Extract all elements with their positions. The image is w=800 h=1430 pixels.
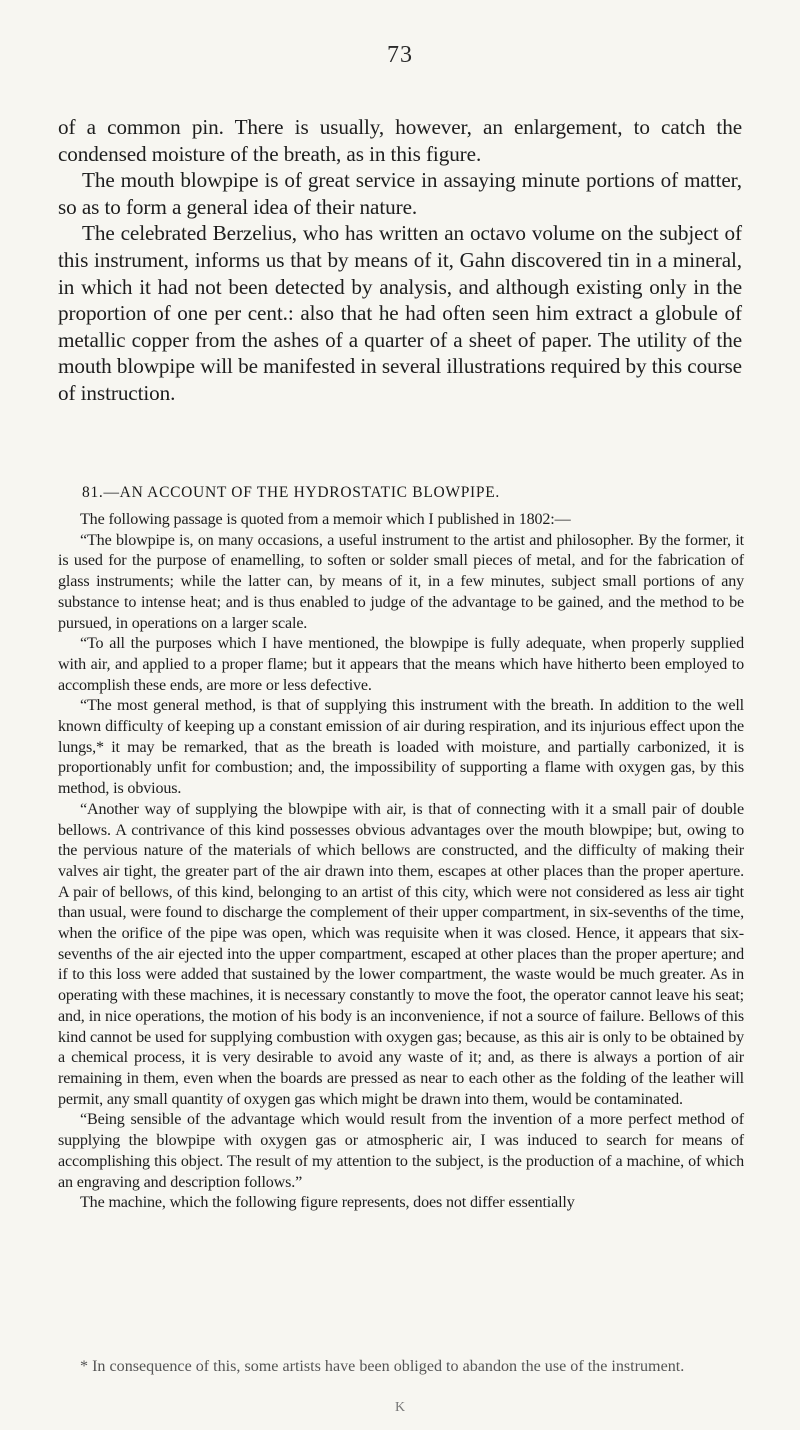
signature-mark: K [394, 1400, 406, 1415]
footnote [58, 1357, 744, 1378]
closing-paragraph: The machine, which the following figure represents, does not differ essentially [80, 1194, 575, 1212]
section-body [58, 510, 744, 1214]
paragraph-mouth-blowpipe: The mouth blowpipe is of great service in assaying minute portions of matter, so as to form a general idea of their nature. [58, 168, 742, 219]
quote-intro: The following passage is quoted from a memoir which I published in 1802:— [80, 511, 571, 528]
quote-paragraph-3: “The most general method, is that of supplying this instrument with the breath. In addition to the well known difficulty of keeping up a constant emission of air during respiration, and its injurious effect upon the lungs,* it may be remarked, that as the breath is loaded with moisture, and partially carbonized, it is proportionably unfit for combustion; and, the impossibility of supporting a flame with oxygen gas, by this method, is obvious. [58, 697, 744, 798]
quote-paragraph-4: “Another way of supplying the blowpipe with air, is that of connecting with it a small pair of double bellows. A contrivance of this kind possesses obvious advantages over the mouth blowpipe; but, owing to the pervious nature of the materials of which bellows are constructed, and the difficulty of making their valves air tight, the greater part of the air drawn into them, escapes at other places than the proper aperture. A pair of bellows, of this kind, belonging to an artist of this city, which were not considered as less air tight than usual, were found to discharge the complement of their upper compartment, in six-sevenths of the time, when the orifice of the pipe was open, which was requisite when it was closed. Hence, it appears that six-sevenths of the air ejected into the upper compartment, escaped at other places than the proper aperture; and if to this loss were added that sustained by the lower compartment, the waste would be much greater. As in operating with these machines, it is necessary constantly to move the foot, the operator cannot leave his seat; and, in nice operations, the motion of his body is an inconvenience, if not a source of failure. Bellows of this kind cannot be used for supplying combustion with oxygen gas; because, as this air is only to be obtained by a chemical process, it is very desirable to avoid any waste of it; and, as there is always a portion of air remaining in them, even when the boards are pressed as near to each other as the folding of the leather will permit, any small quantity of oxygen gas which might be drawn into them, would be contaminated. [58, 800, 744, 1108]
paragraph-berzelius: The celebrated Berzelius, who has written an octavo volume on the subject of this instrument, informs us that by means of it, Gahn discovered tin in a mineral, in which it had not been detected by analysis, and although existing only in the proportion of one per cent.: also that he had often seen him extract a globule of metallic copper from the ashes of a quarter of a sheet of paper. The utility of the mouth blowpipe will be manifested in several illustrations required by this course of instruction. [58, 221, 742, 405]
quote-paragraph-1: “The blowpipe is, on many occasions, a useful instrument to the artist and philosopher. By the former, it is used for the purpose of enamelling, to soften or solder small pieces of metal, and for the fabrication of glass instruments; while the latter can, by means of it, in a few minutes, subject small portions of any substance to intense heat; and is thus enabled to judge of the advantage to be gained, and the method to be pursued, in operations on a larger scale. [58, 531, 744, 632]
page-number: 73 [387, 42, 413, 68]
footnote-text: * In consequence of this, some artists have been obliged to abandon the use of the instrument. [80, 1358, 685, 1375]
body-text [58, 114, 742, 407]
quote-paragraph-2: “To all the purposes which I have mentioned, the blowpipe is fully adequate, when properly supplied with air, and applied to a proper flame; but it appears that the means which have hitherto been employed to accomplish these ends, are more or less defective. [58, 635, 744, 694]
paragraph-pin: of a common pin. There is usually, however, an enlargement, to catch the condensed moisture of the breath, as in this figure. [58, 115, 742, 166]
quote-paragraph-5: “Being sensible of the advantage which would result from the invention of a more perfect method of supplying the blowpipe with oxygen gas or atmospheric air, I was induced to search for means of accomplishing this object. The result of my attention to the subject, is the production of a machine, of which an engraving and description follows.” [58, 1111, 744, 1191]
section-heading: 81.—AN ACCOUNT OF THE HYDROSTATIC BLOWPIPE. [82, 484, 500, 501]
